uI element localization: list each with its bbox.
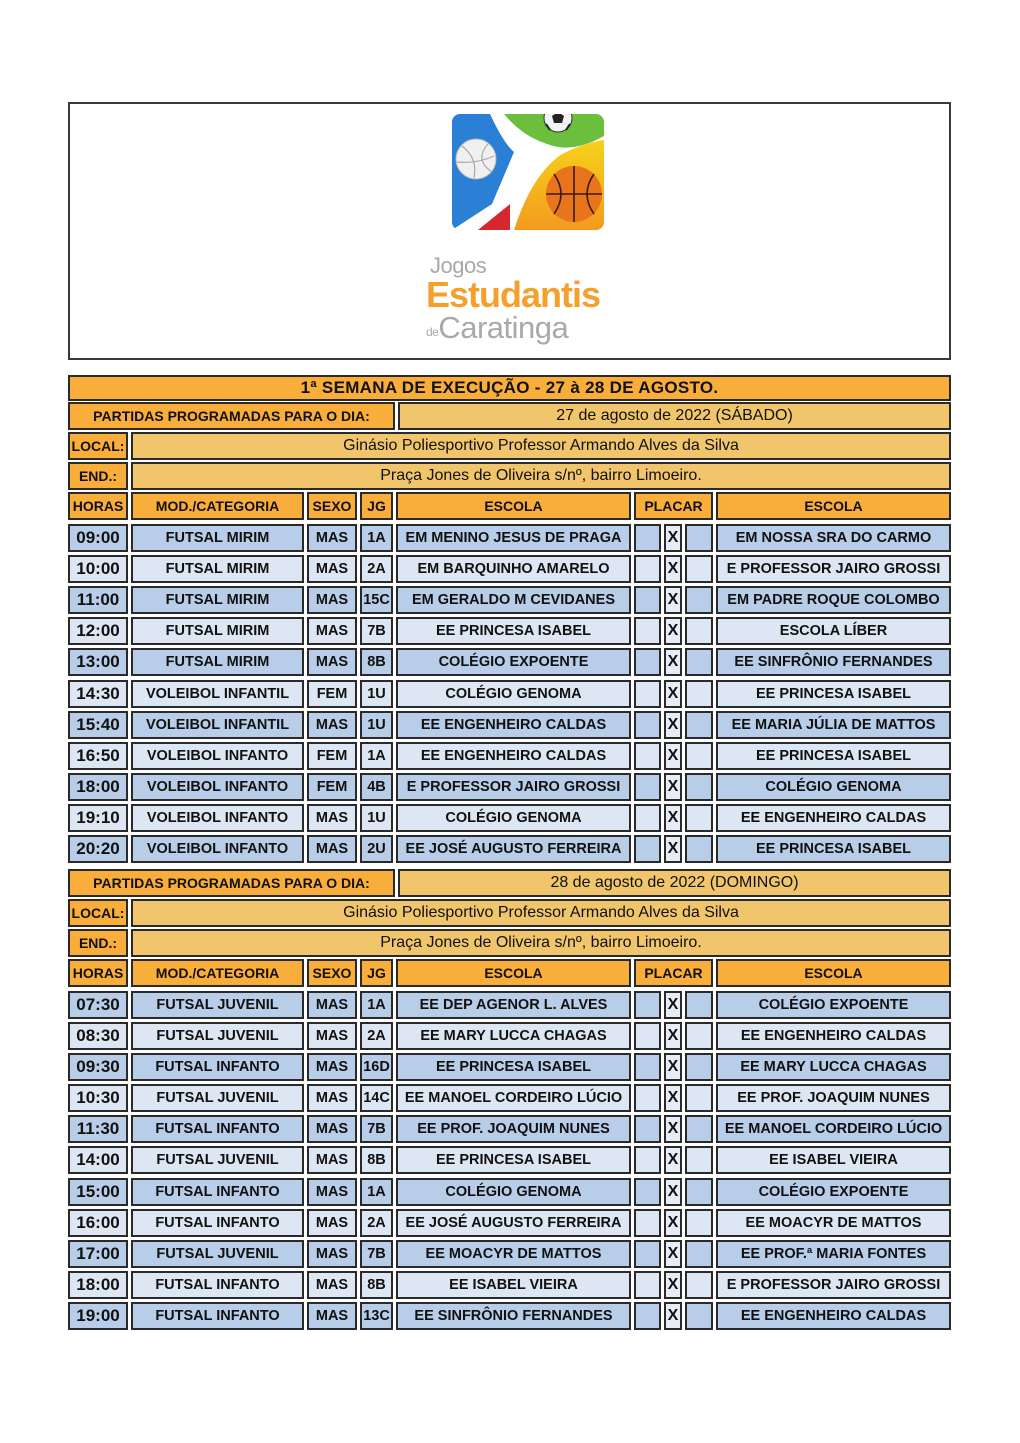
match-row	[68, 835, 951, 863]
home-score	[634, 648, 661, 676]
match-category: FUTSAL INFANTO	[131, 1178, 304, 1206]
match-category: FUTSAL JUVENIL	[131, 1084, 304, 1112]
versus-x-icon: X	[664, 1240, 682, 1268]
away-score	[685, 835, 713, 863]
match-sex: MAS	[307, 1302, 357, 1330]
match-away-school: EE MARIA JÚLIA DE MATTOS	[716, 711, 951, 739]
partidas-label: PARTIDAS PROGRAMADAS PARA O DIA:	[68, 869, 395, 897]
away-score	[685, 617, 713, 645]
match-game-code: 4B	[360, 773, 393, 801]
match-away-school: EE ISABEL VIEIRA	[716, 1146, 951, 1174]
scoreboard	[634, 804, 713, 832]
match-game-code: 1A	[360, 1178, 393, 1206]
match-sex: MAS	[307, 1209, 357, 1237]
scoreboard	[634, 742, 713, 770]
away-score	[685, 1115, 713, 1143]
versus-x-icon: X	[664, 711, 682, 739]
match-category: VOLEIBOL INFANTO	[131, 773, 304, 801]
match-game-code: 2A	[360, 1022, 393, 1050]
match-game-code: 1A	[360, 524, 393, 552]
match-sex: MAS	[307, 617, 357, 645]
home-score	[634, 1271, 661, 1299]
match-row	[68, 1240, 951, 1268]
match-home-school: EM BARQUINHO AMARELO	[396, 555, 631, 583]
match-home-school: COLÉGIO GENOMA	[396, 680, 631, 708]
scoreboard	[634, 1115, 713, 1143]
local-row	[68, 899, 951, 927]
match-game-code: 1U	[360, 711, 393, 739]
games-emblem-icon	[452, 114, 604, 230]
match-category: FUTSAL MIRIM	[131, 586, 304, 614]
match-row	[68, 742, 951, 770]
away-score	[685, 1022, 713, 1050]
versus-x-icon: X	[664, 680, 682, 708]
home-score	[634, 586, 661, 614]
versus-x-icon: X	[664, 648, 682, 676]
match-sex: FEM	[307, 742, 357, 770]
logo-word-caratinga-text: Caratinga	[438, 310, 569, 345]
home-score	[634, 680, 661, 708]
match-home-school: EE PRINCESA ISABEL	[396, 617, 631, 645]
match-sex: MAS	[307, 1084, 357, 1112]
home-score	[634, 1022, 661, 1050]
match-row	[68, 1022, 951, 1050]
address-row	[68, 462, 951, 490]
match-sex: MAS	[307, 804, 357, 832]
match-row	[68, 1178, 951, 1206]
match-away-school: COLÉGIO GENOMA	[716, 773, 951, 801]
match-home-school: EE PRINCESA ISABEL	[396, 1053, 631, 1081]
header-placar: PLACAR	[634, 492, 713, 520]
match-away-school: COLÉGIO EXPOENTE	[716, 1178, 951, 1206]
column-header-row	[68, 959, 951, 987]
versus-x-icon: X	[664, 586, 682, 614]
local-label: LOCAL:	[68, 899, 128, 927]
logo-word-jogos: Jogos	[430, 253, 487, 278]
home-score	[634, 804, 661, 832]
match-row	[68, 1053, 951, 1081]
match-time: 19:00	[68, 1302, 128, 1330]
match-sex: MAS	[307, 1146, 357, 1174]
scoreboard	[634, 711, 713, 739]
match-time: 11:00	[68, 586, 128, 614]
match-home-school: EM GERALDO M CEVIDANES	[396, 586, 631, 614]
versus-x-icon: X	[664, 555, 682, 583]
versus-x-icon: X	[664, 1178, 682, 1206]
match-home-school: COLÉGIO GENOMA	[396, 1178, 631, 1206]
scoreboard	[634, 835, 713, 863]
match-time: 15:40	[68, 711, 128, 739]
match-sex: MAS	[307, 1271, 357, 1299]
versus-x-icon: X	[664, 617, 682, 645]
match-game-code: 7B	[360, 617, 393, 645]
match-game-code: 2A	[360, 1209, 393, 1237]
match-sex: MAS	[307, 1053, 357, 1081]
logo-wordmark	[426, 254, 646, 344]
home-score	[634, 555, 661, 583]
away-score	[685, 1271, 713, 1299]
match-category: VOLEIBOL INFANTO	[131, 835, 304, 863]
match-sex: MAS	[307, 835, 357, 863]
schedule-title: 1ª SEMANA DE EXECUÇÃO - 27 à 28 DE AGOSTO.	[68, 375, 951, 401]
match-away-school: EE SINFRÔNIO FERNANDES	[716, 648, 951, 676]
match-category: FUTSAL INFANTO	[131, 1053, 304, 1081]
scoreboard	[634, 1022, 713, 1050]
scoreboard	[634, 1146, 713, 1174]
match-away-school: E PROFESSOR JAIRO GROSSI	[716, 555, 951, 583]
match-game-code: 1A	[360, 991, 393, 1019]
match-time: 10:30	[68, 1084, 128, 1112]
match-row	[68, 711, 951, 739]
match-category: VOLEIBOL INFANTO	[131, 804, 304, 832]
schedule-title-row	[68, 375, 951, 401]
match-home-school: EE JOSÉ AUGUSTO FERREIRA	[396, 835, 631, 863]
match-category: VOLEIBOL INFANTIL	[131, 680, 304, 708]
match-sex: FEM	[307, 773, 357, 801]
column-header-row	[68, 492, 951, 520]
match-category: FUTSAL MIRIM	[131, 617, 304, 645]
scoreboard	[634, 680, 713, 708]
match-game-code: 2A	[360, 555, 393, 583]
match-away-school: EE ENGENHEIRO CALDAS	[716, 1302, 951, 1330]
scoreboard	[634, 1209, 713, 1237]
match-home-school: EE ENGENHEIRO CALDAS	[396, 711, 631, 739]
match-category: FUTSAL INFANTO	[131, 1115, 304, 1143]
match-game-code: 8B	[360, 1271, 393, 1299]
venue-address: Praça Jones de Oliveira s/nº, bairro Limoeiro.	[131, 462, 951, 490]
versus-x-icon: X	[664, 742, 682, 770]
match-time: 09:00	[68, 524, 128, 552]
match-time: 20:20	[68, 835, 128, 863]
match-sex: MAS	[307, 648, 357, 676]
match-away-school: EE PRINCESA ISABEL	[716, 742, 951, 770]
match-time: 16:00	[68, 1209, 128, 1237]
versus-x-icon: X	[664, 991, 682, 1019]
scoreboard	[634, 1271, 713, 1299]
versus-x-icon: X	[664, 1053, 682, 1081]
home-score	[634, 742, 661, 770]
match-game-code: 7B	[360, 1240, 393, 1268]
match-home-school: COLÉGIO EXPOENTE	[396, 648, 631, 676]
scoreboard	[634, 648, 713, 676]
match-home-school: EE MOACYR DE MATTOS	[396, 1240, 631, 1268]
header-horas: HORAS	[68, 959, 128, 987]
versus-x-icon: X	[664, 773, 682, 801]
match-time: 14:00	[68, 1146, 128, 1174]
match-row	[68, 1302, 951, 1330]
partidas-label: PARTIDAS PROGRAMADAS PARA O DIA:	[68, 402, 395, 430]
home-score	[634, 1302, 661, 1330]
match-time: 16:50	[68, 742, 128, 770]
match-row	[68, 773, 951, 801]
match-away-school: EE MANOEL CORDEIRO LÚCIO	[716, 1115, 951, 1143]
away-score	[685, 804, 713, 832]
match-away-school: EE ENGENHEIRO CALDAS	[716, 1022, 951, 1050]
venue-name: Ginásio Poliesportivo Professor Armando Alves da Silva	[131, 432, 951, 460]
versus-x-icon: X	[664, 1084, 682, 1112]
match-game-code: 1U	[360, 804, 393, 832]
header-jg: JG	[360, 959, 393, 987]
header-sexo: SEXO	[307, 959, 357, 987]
match-away-school: EE ENGENHEIRO CALDAS	[716, 804, 951, 832]
match-home-school: E PROFESSOR JAIRO GROSSI	[396, 773, 631, 801]
scoreboard	[634, 555, 713, 583]
match-category: FUTSAL JUVENIL	[131, 1146, 304, 1174]
home-score	[634, 1178, 661, 1206]
match-category: VOLEIBOL INFANTO	[131, 742, 304, 770]
match-time: 18:00	[68, 773, 128, 801]
match-away-school: EM NOSSA SRA DO CARMO	[716, 524, 951, 552]
match-away-school: ESCOLA LÍBER	[716, 617, 951, 645]
home-score	[634, 991, 661, 1019]
match-away-school: EE PRINCESA ISABEL	[716, 835, 951, 863]
match-home-school: EM MENINO JESUS DE PRAGA	[396, 524, 631, 552]
volleyball-icon	[456, 139, 496, 179]
match-time: 13:00	[68, 648, 128, 676]
versus-x-icon: X	[664, 1022, 682, 1050]
versus-x-icon: X	[664, 1271, 682, 1299]
local-label: LOCAL:	[68, 432, 128, 460]
match-category: FUTSAL JUVENIL	[131, 1240, 304, 1268]
scoreboard	[634, 991, 713, 1019]
match-away-school: EE PRINCESA ISABEL	[716, 680, 951, 708]
match-sex: MAS	[307, 1115, 357, 1143]
venue-address: Praça Jones de Oliveira s/nº, bairro Limoeiro.	[131, 929, 951, 957]
match-date: 28 de agosto de 2022 (DOMINGO)	[398, 869, 951, 897]
away-score	[685, 1209, 713, 1237]
match-sex: MAS	[307, 524, 357, 552]
match-time: 09:30	[68, 1053, 128, 1081]
match-time: 18:00	[68, 1271, 128, 1299]
match-game-code: 7B	[360, 1115, 393, 1143]
match-time: 15:00	[68, 1178, 128, 1206]
away-score	[685, 1302, 713, 1330]
basketball-icon	[546, 166, 602, 222]
match-category: FUTSAL INFANTO	[131, 1271, 304, 1299]
away-score	[685, 1053, 713, 1081]
match-time: 11:30	[68, 1115, 128, 1143]
match-home-school: EE JOSÉ AUGUSTO FERREIRA	[396, 1209, 631, 1237]
match-time: 14:30	[68, 680, 128, 708]
match-time: 17:00	[68, 1240, 128, 1268]
match-time: 12:00	[68, 617, 128, 645]
header-sexo: SEXO	[307, 492, 357, 520]
end-label: END.:	[68, 929, 128, 957]
match-sex: MAS	[307, 711, 357, 739]
away-score	[685, 555, 713, 583]
header-escola-away: ESCOLA	[716, 959, 951, 987]
address-row	[68, 929, 951, 957]
versus-x-icon: X	[664, 835, 682, 863]
scoreboard	[634, 524, 713, 552]
match-row	[68, 555, 951, 583]
venue-name: Ginásio Poliesportivo Professor Armando Alves da Silva	[131, 899, 951, 927]
match-row	[68, 524, 951, 552]
match-row	[68, 680, 951, 708]
match-away-school: EE MARY LUCCA CHAGAS	[716, 1053, 951, 1081]
versus-x-icon: X	[664, 1115, 682, 1143]
header-horas: HORAS	[68, 492, 128, 520]
versus-x-icon: X	[664, 1146, 682, 1174]
match-row	[68, 804, 951, 832]
header-escola-home: ESCOLA	[396, 492, 631, 520]
match-home-school: EE DEP AGENOR L. ALVES	[396, 991, 631, 1019]
versus-x-icon: X	[664, 1302, 682, 1330]
match-home-school: EE PRINCESA ISABEL	[396, 1146, 631, 1174]
logo-word-caratinga	[426, 312, 646, 344]
home-score	[634, 835, 661, 863]
match-away-school: E PROFESSOR JAIRO GROSSI	[716, 1271, 951, 1299]
match-sex: MAS	[307, 1022, 357, 1050]
match-row	[68, 1084, 951, 1112]
match-row	[68, 1115, 951, 1143]
match-row	[68, 991, 951, 1019]
date-row	[68, 869, 951, 897]
match-away-school: EE PROF.ª MARIA FONTES	[716, 1240, 951, 1268]
match-row	[68, 1146, 951, 1174]
match-game-code: 16D	[360, 1053, 393, 1081]
match-row	[68, 648, 951, 676]
match-category: FUTSAL JUVENIL	[131, 991, 304, 1019]
match-game-code: 8B	[360, 1146, 393, 1174]
match-category: FUTSAL MIRIM	[131, 555, 304, 583]
scoreboard	[634, 617, 713, 645]
home-score	[634, 1146, 661, 1174]
home-score	[634, 1115, 661, 1143]
header-jg: JG	[360, 492, 393, 520]
scoreboard	[634, 1302, 713, 1330]
header-mod-categoria: MOD./CATEGORIA	[131, 492, 304, 520]
home-score	[634, 524, 661, 552]
away-score	[685, 991, 713, 1019]
scoreboard	[634, 1178, 713, 1206]
match-game-code: 1U	[360, 680, 393, 708]
match-row	[68, 586, 951, 614]
match-home-school: EE ISABEL VIEIRA	[396, 1271, 631, 1299]
match-sex: FEM	[307, 680, 357, 708]
home-score	[634, 1053, 661, 1081]
scoreboard	[634, 1053, 713, 1081]
match-game-code: 8B	[360, 648, 393, 676]
match-time: 10:00	[68, 555, 128, 583]
away-score	[685, 586, 713, 614]
header-escola-away: ESCOLA	[716, 492, 951, 520]
away-score	[685, 1084, 713, 1112]
home-score	[634, 1209, 661, 1237]
match-row	[68, 1209, 951, 1237]
match-home-school: EE PROF. JOAQUIM NUNES	[396, 1115, 631, 1143]
match-away-school: EE PROF. JOAQUIM NUNES	[716, 1084, 951, 1112]
away-score	[685, 524, 713, 552]
home-score	[634, 1084, 661, 1112]
match-time: 19:10	[68, 804, 128, 832]
match-home-school: EE MARY LUCCA CHAGAS	[396, 1022, 631, 1050]
match-home-school: COLÉGIO GENOMA	[396, 804, 631, 832]
away-score	[685, 648, 713, 676]
match-home-school: EE SINFRÔNIO FERNANDES	[396, 1302, 631, 1330]
away-score	[685, 773, 713, 801]
match-category: FUTSAL INFANTO	[131, 1302, 304, 1330]
away-score	[685, 1146, 713, 1174]
home-score	[634, 1240, 661, 1268]
match-category: VOLEIBOL INFANTIL	[131, 711, 304, 739]
home-score	[634, 711, 661, 739]
away-score	[685, 742, 713, 770]
match-category: FUTSAL JUVENIL	[131, 1022, 304, 1050]
match-away-school: EE MOACYR DE MATTOS	[716, 1209, 951, 1237]
away-score	[685, 1178, 713, 1206]
away-score	[685, 711, 713, 739]
scoreboard	[634, 1084, 713, 1112]
home-score	[634, 617, 661, 645]
match-category: FUTSAL MIRIM	[131, 524, 304, 552]
match-game-code: 14C	[360, 1084, 393, 1112]
end-label: END.:	[68, 462, 128, 490]
versus-x-icon: X	[664, 1209, 682, 1237]
logo-word-de: de	[426, 325, 439, 339]
match-game-code: 13C	[360, 1302, 393, 1330]
match-sex: MAS	[307, 1178, 357, 1206]
match-game-code: 1A	[360, 742, 393, 770]
local-row	[68, 432, 951, 460]
scoreboard	[634, 773, 713, 801]
match-time: 07:30	[68, 991, 128, 1019]
match-sex: MAS	[307, 555, 357, 583]
home-score	[634, 773, 661, 801]
match-home-school: EE ENGENHEIRO CALDAS	[396, 742, 631, 770]
match-away-school: EM PADRE ROQUE COLOMBO	[716, 586, 951, 614]
scoreboard	[634, 586, 713, 614]
match-category: FUTSAL INFANTO	[131, 1209, 304, 1237]
match-sex: MAS	[307, 586, 357, 614]
header-mod-categoria: MOD./CATEGORIA	[131, 959, 304, 987]
versus-x-icon: X	[664, 524, 682, 552]
date-row	[68, 402, 951, 430]
header-escola-home: ESCOLA	[396, 959, 631, 987]
match-date: 27 de agosto de 2022 (SÁBADO)	[398, 402, 951, 430]
match-game-code: 2U	[360, 835, 393, 863]
match-away-school: COLÉGIO EXPOENTE	[716, 991, 951, 1019]
match-home-school: EE MANOEL CORDEIRO LÚCIO	[396, 1084, 631, 1112]
match-row	[68, 617, 951, 645]
header-placar: PLACAR	[634, 959, 713, 987]
match-time: 08:30	[68, 1022, 128, 1050]
match-sex: MAS	[307, 1240, 357, 1268]
logo-word-estudantis: Estudantis	[426, 274, 601, 315]
match-category: FUTSAL MIRIM	[131, 648, 304, 676]
logo-box	[68, 102, 951, 360]
away-score	[685, 1240, 713, 1268]
versus-x-icon: X	[664, 804, 682, 832]
match-sex: MAS	[307, 991, 357, 1019]
match-row	[68, 1271, 951, 1299]
match-game-code: 15C	[360, 586, 393, 614]
away-score	[685, 680, 713, 708]
scoreboard	[634, 1240, 713, 1268]
